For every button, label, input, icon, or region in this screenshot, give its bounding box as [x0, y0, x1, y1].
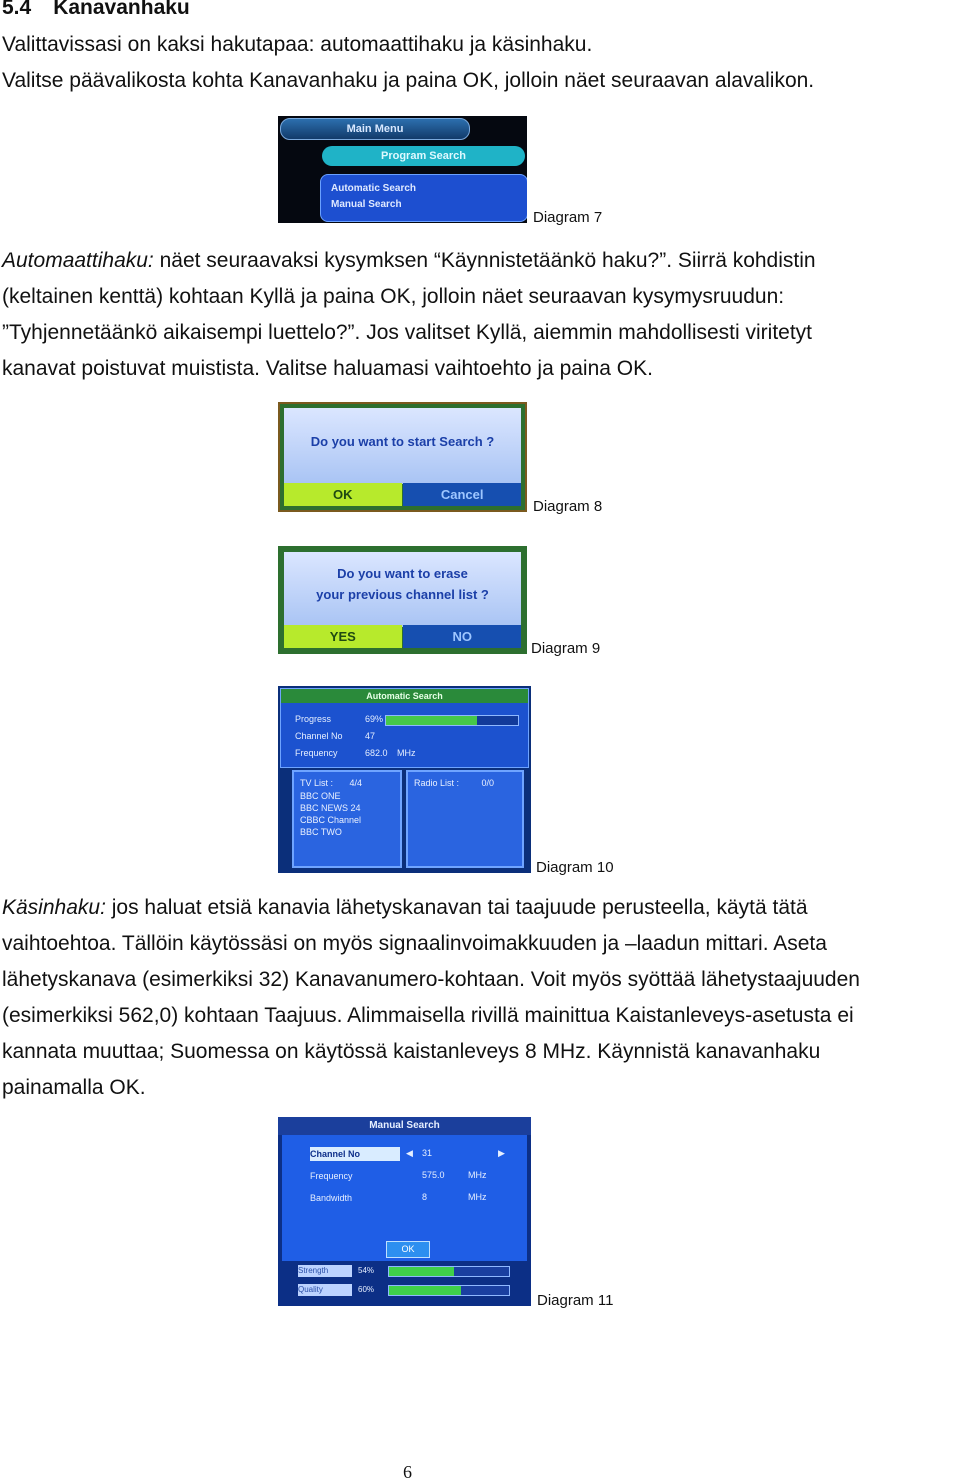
section-number: 5.4 — [2, 0, 32, 19]
auto-paragraph-line-4: kanavat poistuvat muistista. Valitse haluamasi vaihtoehto ja paina OK. — [2, 357, 653, 380]
channel-row: Channel No 47 — [295, 731, 376, 741]
intro-line-1: Valittavissasi on kaksi hakutapaa: automaattihaku ja käsinhaku. — [2, 33, 593, 56]
strength-bar — [388, 1266, 510, 1277]
progress-row: Progress 69% — [295, 714, 384, 724]
yes-button: YES — [284, 625, 402, 648]
frequency-label: Frequency — [310, 1171, 353, 1181]
auto-paragraph-line-2: (keltainen kenttä) kohtaan Kyllä ja paina OK, jolloin näet seuraavan kysymysruudun: — [2, 285, 785, 308]
manual-paragraph-line-2: vaihtoehtoa. Tällöin käytössäsi on myös signaalinvoimakkuuden ja –laadun mittari. Aseta — [2, 932, 827, 955]
diagram-11-caption: Diagram 11 — [537, 1292, 614, 1309]
manual-paragraph-line-6: painamalla OK. — [2, 1076, 146, 1099]
section-heading — [2, 0, 212, 20]
diagram-10-screenshot — [278, 686, 531, 873]
program-search-item: Program Search — [322, 146, 525, 166]
tv-channel: BBC NEWS 24 — [300, 803, 361, 813]
left-arrow-icon: ◀ — [406, 1148, 413, 1158]
tv-channel: BBC ONE — [300, 791, 341, 801]
frequency-row: Frequency 682.0 MHz — [295, 748, 416, 758]
quality-bar-fill — [389, 1286, 461, 1295]
search-submenu — [320, 174, 527, 222]
radio-list-header: Radio List : 0/0 — [414, 778, 495, 788]
tv-channel: CBBC Channel — [300, 815, 362, 825]
auto-search-status — [280, 688, 529, 768]
intro-line-2: Valitse päävalikosta kohta Kanavanhaku ja paina OK, jolloin näet seuraavan alavalikon. — [2, 69, 815, 92]
bandwidth-value: 8 — [422, 1192, 428, 1202]
manual-search-form — [282, 1135, 527, 1261]
section-title: Kanavanhaku — [53, 0, 190, 19]
auto-term: Automaattihaku: — [2, 249, 154, 272]
no-button: NO — [403, 625, 521, 648]
strength-label: Strength — [298, 1265, 352, 1277]
diagram-8-screenshot — [278, 402, 527, 512]
auto-paragraph-line-1: Automaattihaku: näet seuraavaksi kysymksen “Käynnistetäänkö haku?”. Siirrä kohdistin — [2, 249, 816, 272]
page-number: 6 — [403, 1462, 412, 1482]
tv-channel: BBC TWO — [300, 827, 342, 837]
automatic-search-item: Automatic Search — [331, 183, 417, 194]
manual-search-title: Manual Search — [278, 1117, 531, 1135]
frequency-unit: MHz — [468, 1170, 487, 1180]
channel-label: Channel No — [310, 1147, 400, 1161]
ok-button: OK — [386, 1241, 430, 1258]
quality-label: Quality — [298, 1284, 352, 1296]
diagram-11-screenshot — [278, 1117, 531, 1306]
diagram-7-screenshot — [278, 116, 527, 223]
manual-paragraph-line-3: lähetyskanava (esimerkiksi 32) Kanavanumero-kohtaan. Voit myös syöttää lähetystaajuuden — [2, 968, 860, 991]
diagram-9-caption: Diagram 9 — [531, 640, 601, 657]
manual-search-item: Manual Search — [331, 199, 402, 210]
tv-list-header: TV List : 4/4 — [300, 778, 363, 788]
manual-paragraph-line-5: kannata muuttaa; Suomessa on käytössä kaistanleveys 8 MHz. Käynnistä kanavanhaku — [2, 1040, 821, 1063]
quality-bar — [388, 1285, 510, 1296]
progress-bar-fill — [386, 716, 477, 725]
right-arrow-icon: ▶ — [498, 1148, 505, 1158]
main-menu-title: Main Menu — [280, 118, 470, 140]
tv-list-panel — [292, 770, 402, 868]
manual-term: Käsinhaku: — [2, 896, 106, 919]
diagram-9-screenshot — [278, 546, 527, 654]
diagram-7-caption: Diagram 7 — [533, 209, 603, 226]
manual-paragraph-line-4: (esimerkiksi 562,0) kohtaan Taajuus. Alimmaisella rivillä mainittua Kaistanleveys-asetusta ei — [2, 1004, 854, 1027]
start-search-question: Do you want to start Search ? — [284, 408, 521, 484]
quality-value: 60% — [358, 1285, 375, 1294]
auto-search-title: Automatic Search — [281, 689, 528, 703]
diagram-8-caption: Diagram 8 — [533, 498, 603, 515]
ok-button: OK — [284, 483, 402, 506]
radio-list-panel — [406, 770, 524, 868]
channel-value: 31 — [422, 1148, 433, 1158]
strength-bar-fill — [389, 1267, 454, 1276]
diagram-10-caption: Diagram 10 — [536, 859, 614, 876]
frequency-value: 575.0 — [422, 1170, 445, 1180]
manual-paragraph-line-1: Käsinhaku: jos haluat etsiä kanavia lähetyskanavan tai taajuude perusteella, käytä tätä — [2, 896, 808, 919]
cancel-button: Cancel — [403, 483, 521, 506]
erase-list-question: Do you want to erase your previous channel list ? — [284, 552, 521, 627]
bandwidth-unit: MHz — [468, 1192, 487, 1202]
auto-paragraph-line-3: ”Tyhjennetäänkö aikaisempi luettelo?”. Jos valitset Kyllä, aiemmin mahdollisesti viritetyt — [2, 321, 813, 344]
progress-bar — [385, 715, 519, 726]
strength-value: 54% — [358, 1266, 375, 1275]
bandwidth-label: Bandwidth — [310, 1193, 353, 1203]
